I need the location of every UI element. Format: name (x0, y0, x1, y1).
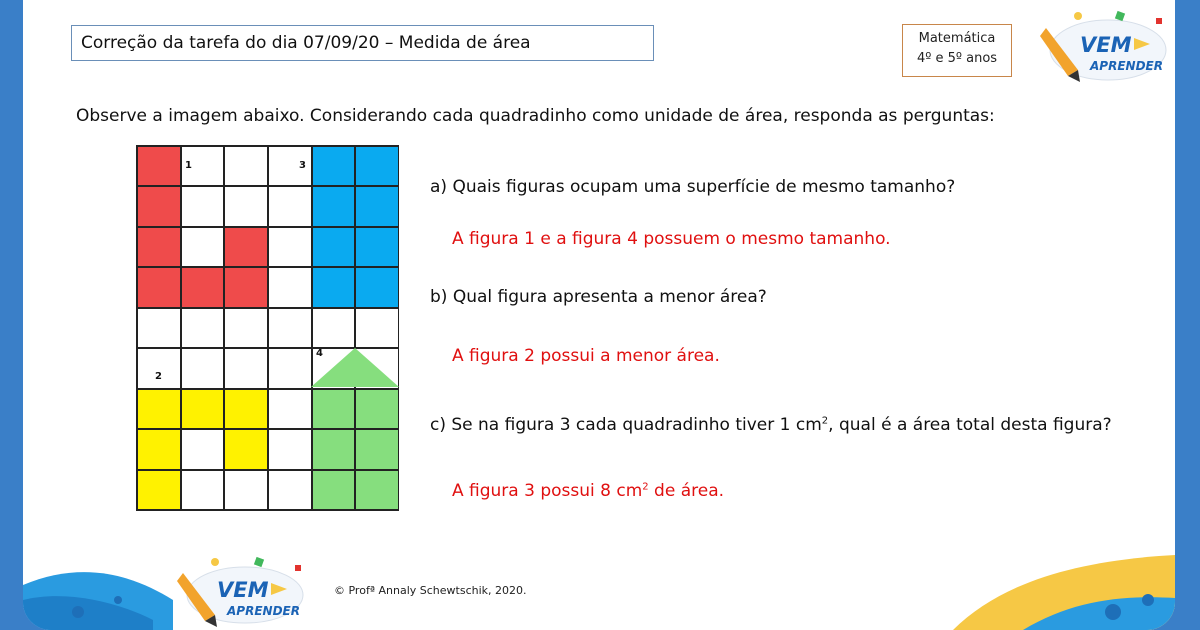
question-c (430, 415, 1112, 435)
grid-cell (268, 186, 312, 226)
grid-cell (312, 470, 356, 510)
figure-2-label: 2 (155, 371, 162, 382)
instruction-text: Observe a imagem abaixo. Considerando cada quadradinho como unidade de área, responda as perguntas: (76, 106, 995, 126)
answer-c (452, 481, 724, 501)
grid-cell (224, 470, 268, 510)
answer-c-exponent: 2 (642, 481, 649, 493)
subject-badge (902, 24, 1012, 77)
logo-graphic (1038, 8, 1173, 88)
footer-logo-word-vem: VEM (217, 578, 269, 602)
question-c-text: c) Se na figura 3 cada quadradinho tiver 1 cm (430, 415, 822, 435)
figure-4-label: 4 (316, 348, 323, 359)
worksheet (23, 0, 1175, 630)
grid-cell (224, 308, 268, 348)
grid-cell (312, 186, 356, 226)
answer-c-text: A figura 3 possui 8 cm (452, 481, 643, 501)
grid-cell (355, 146, 399, 186)
grid-cell (268, 389, 312, 429)
grid-cell (355, 470, 399, 510)
footer-logo-graphic (175, 555, 310, 630)
grid-cell (312, 146, 356, 186)
grid-cell (268, 429, 312, 469)
grid-cell (181, 348, 225, 388)
grid-cell (312, 389, 356, 429)
grade-levels: 4º e 5º anos (916, 51, 998, 66)
grid-cell (268, 308, 312, 348)
page-title: Correção da tarefa do dia 07/09/20 – Medida de área (71, 25, 654, 61)
grid-cell (224, 227, 268, 267)
grid-cell (137, 470, 181, 510)
footer-logo-word-aprender: APRENDER (227, 604, 300, 618)
grid-cell (181, 470, 225, 510)
question-c-text-end: , qual é a área total desta figura? (828, 415, 1112, 435)
figure-4-roof (311, 347, 399, 388)
question-a: a) Quais figuras ocupam uma superfície de mesmo tamanho? (430, 177, 956, 197)
grid-cell (137, 267, 181, 307)
grid-cell (355, 429, 399, 469)
answer-b: A figura 2 possui a menor área. (452, 346, 720, 366)
grid-cell (268, 470, 312, 510)
grid-cell (355, 186, 399, 226)
answer-c-text-end: de área. (648, 481, 725, 501)
figure-3-label: 3 (299, 160, 306, 171)
question-b: b) Qual figura apresenta a menor área? (430, 287, 767, 307)
vem-aprender-logo (1038, 8, 1173, 88)
grid-cell (268, 227, 312, 267)
grid-cell (312, 308, 356, 348)
grid-cell (312, 429, 356, 469)
grid-cell (137, 389, 181, 429)
answer-a: A figura 1 e a figura 4 possuem o mesmo tamanho. (452, 229, 891, 249)
area-grid (136, 145, 399, 511)
grid-cell (268, 348, 312, 388)
grid-cell (137, 227, 181, 267)
grid-cell (181, 186, 225, 226)
grid-cell (181, 267, 225, 307)
grid-cell (224, 429, 268, 469)
grid-cell (181, 308, 225, 348)
grid-cell (224, 267, 268, 307)
grid-cell (355, 308, 399, 348)
subject-name: Matemática (918, 31, 996, 46)
figure-1-label: 1 (185, 160, 192, 171)
grid-cell (224, 146, 268, 186)
grid-cell (137, 146, 181, 186)
grid-cell (181, 429, 225, 469)
question-c-exponent: 2 (821, 415, 829, 427)
logo-word-vem: VEM (1080, 33, 1132, 57)
grid-cell (224, 186, 268, 226)
grid-cell (137, 429, 181, 469)
grid-cell (268, 267, 312, 307)
vem-aprender-footer-logo (175, 555, 310, 630)
grid-cell (181, 227, 225, 267)
grid-cell (137, 308, 181, 348)
grid-cell (312, 267, 356, 307)
grid-cell (355, 267, 399, 307)
grid-cell (137, 186, 181, 226)
grid-cell (355, 389, 399, 429)
grid-cell (312, 227, 356, 267)
grid-cell (355, 227, 399, 267)
grid-cell (224, 348, 268, 388)
grid-cell (137, 348, 181, 388)
grid-cell (181, 389, 225, 429)
grid-cell (224, 389, 268, 429)
logo-word-aprender: APRENDER (1090, 59, 1163, 73)
copyright-text: © Profª Annaly Schewtschik, 2020. (334, 584, 527, 597)
